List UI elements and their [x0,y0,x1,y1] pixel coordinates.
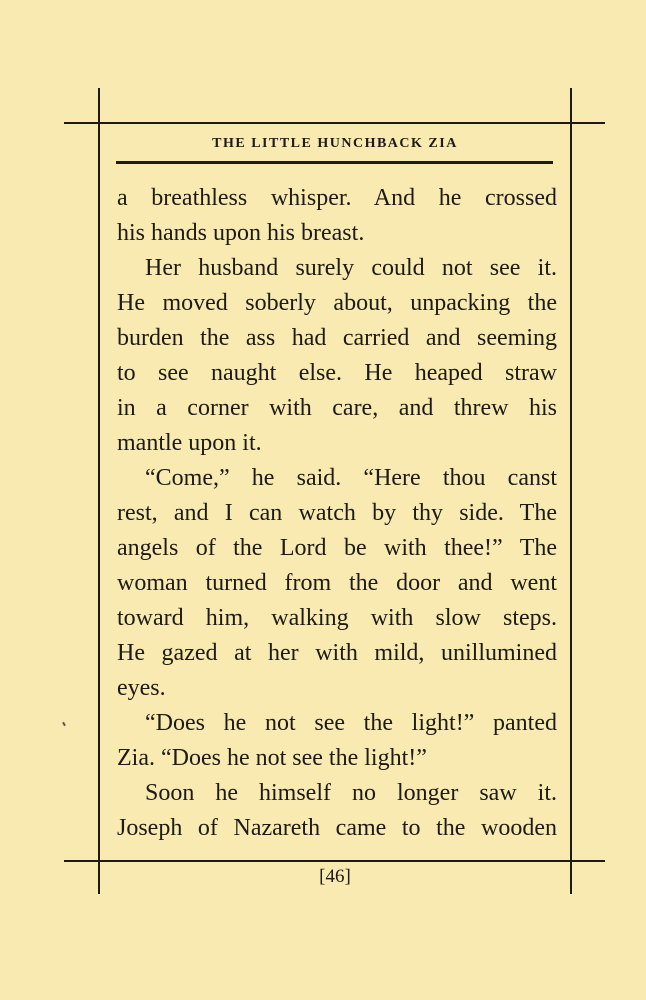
text-line: toward him, walking with slow steps. [117,605,557,631]
text-line: “Does he not see the light!” panted [145,710,557,736]
text-line: Soon he himself no longer saw it. [145,780,557,806]
text-line: eyes. [117,675,166,701]
running-head: THE LITTLE HUNCHBACK ZIA [212,136,458,151]
body-text [117,181,557,846]
text-line: woman turned from the door and went [117,570,557,596]
print-speck [62,722,66,726]
frame-right-rule [570,88,572,894]
text-line: his hands upon his breast. [117,220,365,246]
text-line: burden the ass had carried and seeming [117,325,557,351]
text-line: mantle upon it. [117,430,262,456]
text-line: a breathless whisper. And he crossed [117,185,557,211]
frame-bottom-rule [64,860,605,862]
text-line: angels of the Lord be with thee!” The [117,535,557,561]
text-line: to see naught else. He heaped straw [117,360,557,386]
text-line: He moved soberly about, unpacking the [117,290,557,316]
text-line: rest, and I can watch by thy side. The [117,500,557,526]
frame-top-rule [64,122,605,124]
text-line: in a corner with care, and threw his [117,395,557,421]
running-head-rule [116,161,553,164]
text-line: Zia. “Does he not see the light!” [117,745,427,771]
text-line: “Come,” he said. “Here thou canst [145,465,557,491]
text-line: He gazed at her with mild, unillumined [117,640,557,666]
page-number: [46] [319,866,351,887]
text-line: Her husband surely could not see it. [145,255,557,281]
text-line: Joseph of Nazareth came to the wooden [117,815,557,841]
frame-left-rule [98,88,100,894]
